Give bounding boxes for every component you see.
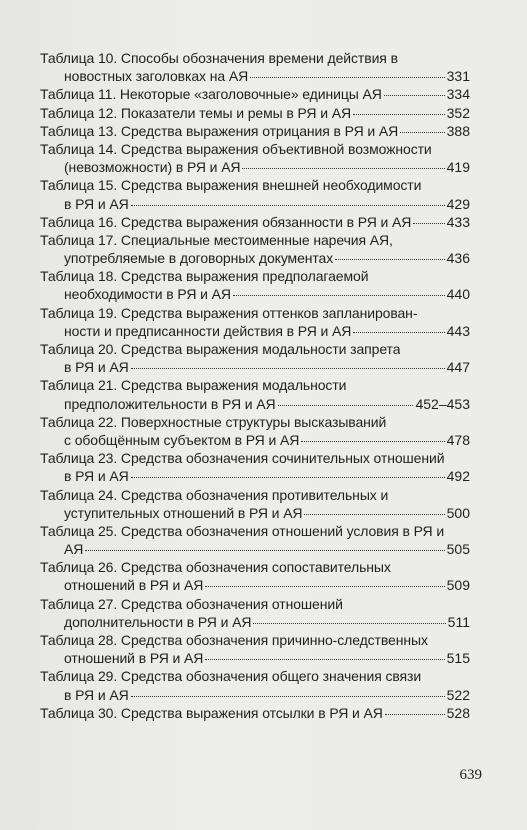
toc-entry-text: ности и предписанности действия в РЯ и АЯ [64,322,352,339]
dot-leader [253,623,445,624]
toc-entry-title-continued [40,576,470,594]
toc-entry-text: предположительности в РЯ и АЯ [64,395,276,412]
dot-leader [353,332,444,333]
toc-entry-title-continued [40,395,470,413]
toc-entry-title-continued [40,540,470,558]
dot-leader [131,205,445,206]
toc-entry-title [40,667,470,685]
toc-entry-text: Таблица 17. Специальные местоименные наречия АЯ, [40,231,393,248]
toc-entry-title [40,522,470,540]
toc-entry [40,213,470,231]
toc-entry [40,104,470,122]
toc-entry-title [40,413,470,431]
toc-entry-title [40,213,470,231]
toc-entry-text: дополнительности в РЯ и АЯ [64,613,252,630]
toc-entry-text: Таблица 30. Средства выражения отсылки в РЯ и АЯ [40,704,383,721]
toc-entry-text: Таблица 13. Средства выражения отрицания в РЯ и АЯ [40,122,399,139]
dot-leader [278,405,414,406]
toc-entry-page: 522 [446,686,470,703]
toc-entry-page: 500 [446,504,470,521]
toc-entry-page: 388 [446,122,470,139]
toc-entry-title [40,704,470,722]
toc-entry-text: необходимости в РЯ и АЯ [64,286,231,303]
toc-entry-text: Таблица 10. Способы обозначения времени действия в [40,50,398,66]
toc-entry-text: Таблица 12. Показатели темы и ремы в РЯ и АЯ [40,104,351,121]
toc-entry-title-continued [40,431,470,449]
toc-entry-page: 478 [446,431,470,448]
toc-entry-page: 433 [446,213,470,230]
toc-entry-title-continued [40,67,470,85]
toc-entry-title [40,304,470,322]
dot-leader [131,696,445,697]
toc-entry [40,558,470,594]
toc-entry-title-continued [40,158,470,176]
toc-entry-page: 440 [446,286,470,303]
toc-entry [40,176,470,212]
toc-entry-text: Таблица 24. Средства обозначения противительных и [40,486,389,503]
dot-leader [205,586,444,587]
toc-entry-text: АЯ [64,541,84,558]
toc-entry-title [40,449,470,467]
toc-entry-title [40,176,470,194]
toc-entry-title [40,340,470,358]
toc-entry-page: 515 [446,650,470,667]
toc-entry-text: Таблица 15. Средства выражения внешней необходимости [40,177,422,194]
toc-entry-text: в РЯ и АЯ [64,468,129,485]
toc-entry-text: Таблица 28. Средства обозначения причинно-следственных [40,632,428,648]
toc-entry-title [40,486,470,504]
toc-entry-page: 447 [446,359,470,376]
toc-entry-page: 509 [446,577,470,594]
toc-entry-text: в РЯ и АЯ [64,195,129,212]
toc-entry-text: Таблица 29. Средства обозначения общего значения связи [40,668,422,685]
dot-leader [233,295,445,296]
toc-entry-title [40,267,470,285]
dot-leader [353,114,445,115]
toc-entry [40,595,470,631]
toc-entry-title [40,231,470,249]
dot-leader [400,132,445,133]
dot-leader [85,550,444,551]
toc-entry [40,631,470,667]
toc-entry-text: употребляемые в договорных документах [64,250,334,267]
toc-entry [40,122,470,140]
toc-entry-text: (невозможности) в РЯ и АЯ [64,159,241,176]
toc-entry-page: 334 [446,86,470,103]
toc-entry-title [40,558,470,576]
toc-entry-text: уступительных отношений в РЯ и АЯ [64,504,303,521]
toc-entry [40,522,470,558]
toc-entry-title-continued [40,504,470,522]
toc-entry-text: отношений в РЯ и АЯ [64,650,204,667]
dot-leader [205,659,444,660]
toc-entry-text: Таблица 22. Поверхностные структуры высказываний [40,413,387,430]
dot-leader [131,477,445,478]
toc-entry-text: Таблица 16. Средства выражения обязанности в РЯ и АЯ [40,213,412,230]
toc-entry-page: 528 [446,704,470,721]
page-number: 639 [459,767,482,783]
toc-entry-text: Таблица 27. Средства обозначения отношений [40,595,343,612]
toc-entry-title [40,631,470,649]
toc-entry-title-continued [40,358,470,376]
toc-entry [40,231,470,267]
toc-entry-text: Таблица 18. Средства выражения предполагаемой [40,268,369,285]
toc-entry-text: Таблица 23. Средства обозначения сочинительных отношений [40,450,445,467]
dot-leader [304,514,444,515]
toc-entry-page: 492 [446,468,470,485]
toc-entry [40,140,470,176]
toc-entry [40,304,470,340]
toc-entry-page: 352 [446,104,470,121]
toc-entry-title [40,122,470,140]
toc-entry-page: 331 [446,68,470,85]
dot-leader [242,168,444,169]
toc-entry-title-continued [40,686,470,704]
toc-entry-title [40,85,470,103]
dot-leader [131,368,445,369]
toc-entry-text: Таблица 26. Средства обозначения сопоставительных [40,559,391,576]
toc-entry-title [40,49,470,67]
toc-entry-text: Таблица 11. Некоторые «заголовочные» единицы АЯ [40,86,382,103]
toc-entry-text: Таблица 21. Средства выражения модальности [40,377,347,394]
toc-entry-title [40,595,470,613]
toc-entry-page: 443 [446,322,470,339]
toc-entry-title [40,104,470,122]
toc-entry-title-continued [40,285,470,303]
dot-leader [301,441,444,442]
dot-leader [413,223,444,224]
toc-entry-page: 429 [446,195,470,212]
toc-entry-title-continued [40,613,470,631]
dot-leader [335,259,444,260]
dot-leader [384,95,445,96]
toc-entry-title [40,376,470,394]
toc-entry-page: 419 [446,159,470,176]
toc-entry-text: Таблица 14. Средства выражения объективной возможности [40,140,432,157]
toc-entry-title-continued [40,467,470,485]
toc-entry [40,413,470,449]
toc-entry-page: 505 [446,541,470,558]
toc-entry [40,486,470,522]
toc-entry-text: с обобщённым субъектом в РЯ и АЯ [64,431,300,448]
toc-entry-title [40,140,470,158]
toc-entry-page: 436 [446,250,470,267]
toc-entry-text: отношений в РЯ и АЯ [64,577,204,594]
toc-entry [40,667,470,703]
toc-entry-text: Таблица 25. Средства обозначения отношений условия в РЯ и [40,522,445,539]
toc-entry-text: Таблица 19. Средства выражения оттенков запланирован- [40,304,418,321]
toc-entry-page: 452–453 [415,395,470,412]
toc-entry-title-continued [40,322,470,340]
toc-entry [40,340,470,376]
toc-entry-text: Таблица 20. Средства выражения модальности запрета [40,341,401,357]
toc-entry [40,267,470,303]
toc-entry [40,449,470,485]
dot-leader [385,714,445,715]
toc-entry-text: в РЯ и АЯ [64,359,129,376]
toc-entry-title-continued [40,195,470,213]
toc-entry-page: 511 [447,613,470,630]
toc-entry [40,704,470,722]
toc-entry [40,49,470,85]
toc-entry-text: новостных заголовках на АЯ [64,68,249,85]
table-list [40,49,470,722]
toc-entry [40,376,470,412]
toc-entry [40,85,470,103]
toc-entry-title-continued [40,249,470,267]
toc-entry-text: в РЯ и АЯ [64,686,129,703]
dot-leader [250,77,445,78]
toc-entry-title-continued [40,649,470,667]
